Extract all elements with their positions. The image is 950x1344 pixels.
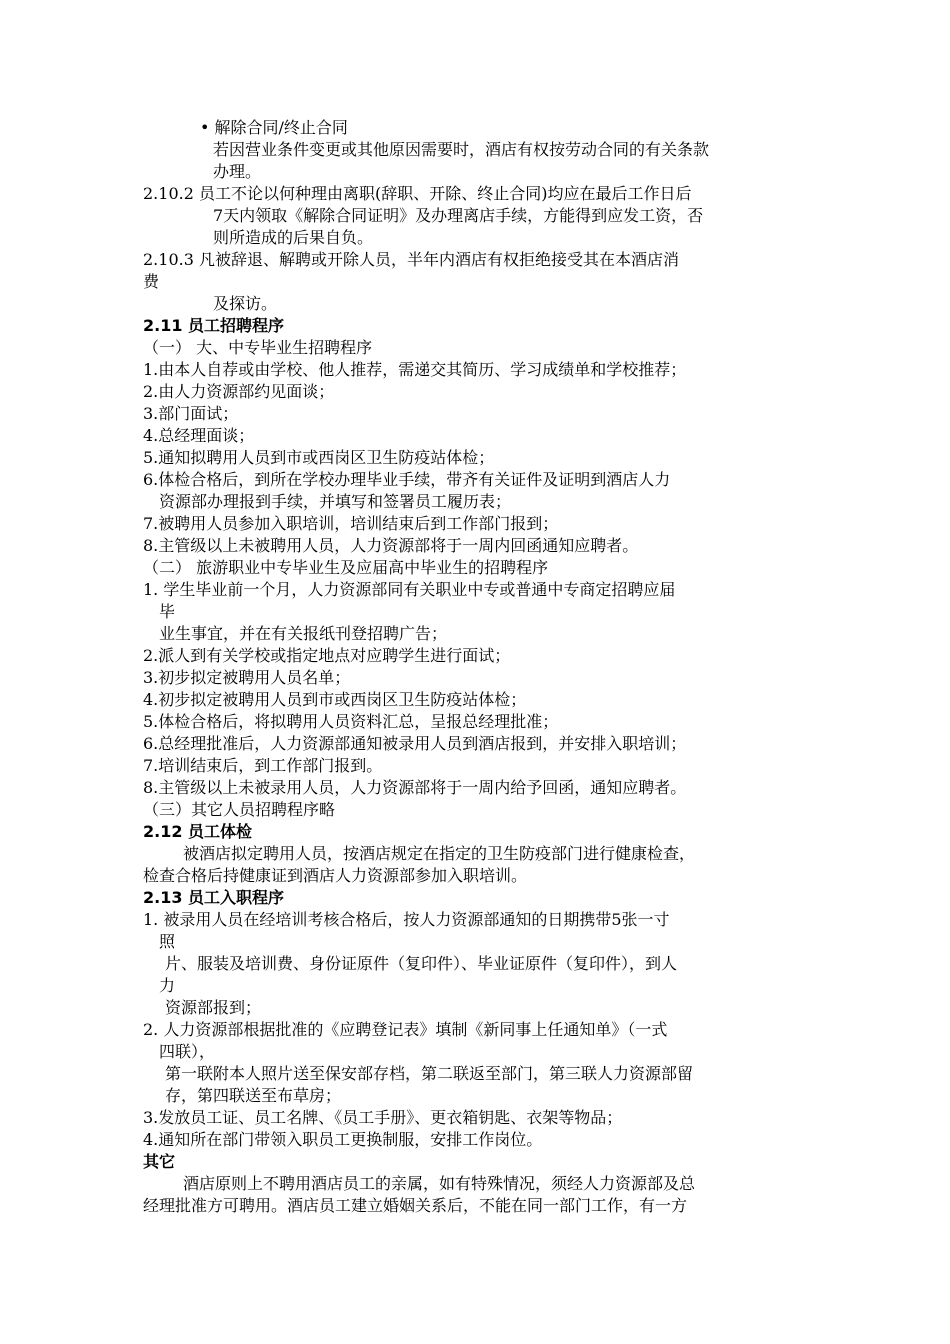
- list-item: 3.初步拟定被聘用人员名单；: [143, 668, 351, 687]
- list-item-continuation: 力: [159, 976, 176, 995]
- list-item: 8.主管级以上未被录用人员，人力资源部将于一周内给予回函，通知应聘者。: [143, 778, 687, 797]
- list-item: 1. 学生毕业前一个月，人力资源部同有关职业中专或普通中专商定招聘应届: [143, 580, 676, 599]
- paragraph-line: 酒店原则上不聘用酒店员工的亲属，如有特殊情况，须经人力资源部及总: [183, 1174, 696, 1193]
- list-item-continuation: 片、服装及培训费、身份证原件（复印件）、毕业证原件（复印件），到人: [165, 954, 678, 973]
- list-item: 3.发放员工证、员工名牌、《员工手册》、更衣箱钥匙、衣架等物品；: [143, 1108, 623, 1127]
- paragraph-line: 及探访。: [213, 294, 278, 313]
- clause-2-10-3: 2.10.3 凡被辞退、解聘或开除人员，半年内酒店有权拒绝接受其在本酒店消: [143, 250, 679, 269]
- list-item-continuation: 资源部办理报到手续，并填写和签署员工履历表；: [159, 492, 512, 511]
- list-item: 2. 人力资源部根据批准的《应聘登记表》填制《新同事上任通知单》（一式: [143, 1020, 668, 1039]
- clause-2-10-2: 2.10.2 员工不论以何种理由离职(辞职、开除、终止合同)均应在最后工作日后: [143, 184, 692, 203]
- section-heading-2-12: 2.12 员工体检: [143, 822, 253, 841]
- list-item: 4.初步拟定被聘用人员到市或西岗区卫生防疫站体检；: [143, 690, 527, 709]
- paragraph-line: 费: [143, 272, 160, 291]
- subheading-3: （三）其它人员招聘程序略: [143, 800, 336, 819]
- list-item: 7.培训结束后，到工作部门报到。: [143, 756, 383, 775]
- paragraph-line: 若因营业条件变更或其他原因需要时，酒店有权按劳动合同的有关条款: [213, 140, 710, 159]
- list-item: 5.体检合格后，将拟聘用人员资料汇总，呈报总经理批准；: [143, 712, 559, 731]
- list-item: 5.通知拟聘用人员到市或西岗区卫生防疫站体检；: [143, 448, 495, 467]
- paragraph-line: 经理批准方可聘用。酒店员工建立婚姻关系后，不能在同一部门工作，有一方: [143, 1196, 688, 1215]
- section-heading-other: 其它: [143, 1152, 176, 1171]
- list-item-continuation: 四联），: [159, 1042, 216, 1061]
- list-item: 6.体检合格后，到所在学校办理毕业手续，带齐有关证件及证明到酒店人力: [143, 470, 671, 489]
- list-item: 1.由本人自荐或由学校、他人推荐，需递交其简历、学习成绩单和学校推荐；: [143, 360, 687, 379]
- list-item: 4.总经理面谈；: [143, 426, 255, 445]
- subheading-2: （二） 旅游职业中专毕业生及应届高中毕业生的招聘程序: [143, 558, 549, 577]
- list-item: 6.总经理批准后，人力资源部通知被录用人员到酒店报到，并安排入职培训；: [143, 734, 687, 753]
- list-item-continuation: 毕: [159, 602, 176, 621]
- list-item: 2.派人到有关学校或指定地点对应聘学生进行面试；: [143, 646, 511, 665]
- list-item: 2.由人力资源部约见面谈；: [143, 382, 335, 401]
- list-item-continuation: 第一联附本人照片送至保安部存档，第二联返至部门，第三联人力资源部留: [165, 1064, 694, 1083]
- paragraph-line: 检查合格后持健康证到酒店人力资源部参加入职培训。: [143, 866, 528, 885]
- section-heading-2-11: 2.11 员工招聘程序: [143, 316, 285, 335]
- list-item-continuation: 业生事宜，并在有关报纸刊登招聘广告；: [159, 624, 448, 643]
- list-item: 7.被聘用人员参加入职培训，培训结束后到工作部门报到；: [143, 514, 559, 533]
- list-item: 8.主管级以上未被聘用人员，人力资源部将于一周内回函通知应聘者。: [143, 536, 639, 555]
- list-item-continuation: 资源部报到；: [165, 998, 262, 1017]
- paragraph-line: 则所造成的后果自负。: [213, 228, 374, 247]
- list-item: 4.通知所在部门带领入职员工更换制服，安排工作岗位。: [143, 1130, 543, 1149]
- list-item-continuation: 照: [159, 932, 176, 951]
- list-item: 1. 被录用人员在经培训考核合格后，按人力资源部通知的日期携带5张一寸: [143, 910, 670, 929]
- subheading-1: （一） 大、中专毕业生招聘程序: [143, 338, 373, 357]
- section-heading-2-13: 2.13 员工入职程序: [143, 888, 285, 907]
- paragraph-line: 7天内领取《解除合同证明》及办理离店手续，方能得到应发工资，否: [213, 206, 704, 225]
- paragraph-line: 办理。: [213, 162, 262, 181]
- paragraph-line: 被酒店拟定聘用人员，按酒店规定在指定的卫生防疫部门进行健康检查，: [183, 844, 696, 863]
- list-item: 3.部门面试；: [143, 404, 239, 423]
- list-item-continuation: 存，第四联送至布草房；: [165, 1086, 342, 1105]
- bullet-heading-contract-termination: • 解除合同/终止合同: [200, 118, 348, 137]
